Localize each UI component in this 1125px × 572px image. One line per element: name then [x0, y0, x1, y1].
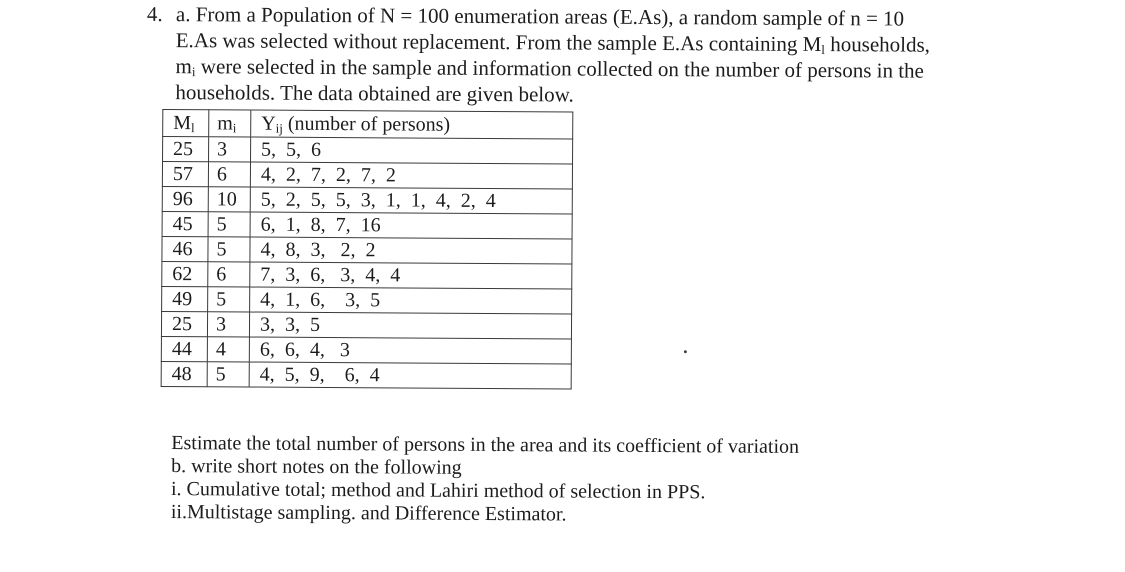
table-row — [162, 161, 572, 189]
header-m-main: m — [217, 112, 233, 135]
cell-Y: 4, 8, 3, 2, 2 — [250, 237, 572, 264]
cell-m: 6 — [208, 162, 250, 187]
cell-M: 57 — [162, 161, 208, 186]
task-item-ii: ii.Multistage sampling. and Difference Estimator. — [170, 501, 567, 526]
cell-Y: 5, 2, 5, 5, 3, 1, 1, 4, 2, 4 — [250, 187, 572, 214]
header-M-sub: l — [190, 120, 195, 136]
intro-line-3-text: m — [175, 54, 193, 79]
header-m-sub: i — [232, 120, 237, 136]
question-intro — [175, 1, 1036, 110]
cell-Y: 6, 1, 8, 7, 16 — [250, 212, 572, 239]
header-M-main: M — [173, 112, 192, 135]
task-estimate: Estimate the total number of persons in the area and its coefficient of variation — [171, 432, 800, 458]
table-row — [162, 186, 572, 214]
cell-m: 5 — [208, 237, 250, 262]
cell-M: 25 — [161, 311, 207, 336]
cell-M: 96 — [162, 186, 208, 211]
cell-M: 44 — [161, 336, 207, 361]
header-Y-sub: ij — [275, 120, 283, 136]
cell-M: 46 — [162, 236, 208, 261]
cell-Y: 4, 2, 7, 2, 7, 2 — [250, 162, 572, 189]
table-row — [162, 211, 572, 239]
stray-dot — [684, 350, 687, 353]
intro-line-2-text: E.As was selected without replacement. From the sample E.As containing M — [175, 28, 822, 57]
intro-line-2-suffix: households, — [824, 32, 931, 57]
table-row — [163, 136, 573, 164]
table-header-row — [163, 109, 573, 139]
header-Y-main: Y — [261, 112, 276, 135]
cell-M: 45 — [162, 211, 208, 236]
intro-line-2-subscript: l — [821, 42, 825, 58]
cell-M: 48 — [161, 361, 207, 386]
table-row — [162, 236, 572, 264]
cell-M: 25 — [163, 136, 209, 161]
cell-Y: 6, 6, 4, 3 — [249, 337, 571, 364]
cell-Y: 3, 3, 5 — [249, 312, 571, 339]
table-row — [162, 261, 572, 289]
cell-Y: 4, 5, 9, 6, 4 — [249, 362, 571, 389]
cell-Y: 4, 1, 6, 3, 5 — [250, 287, 572, 314]
cell-Y: 5, 5, 6 — [251, 137, 573, 164]
task-list — [171, 432, 1032, 529]
cell-m: 5 — [207, 362, 249, 387]
header-m — [209, 110, 251, 137]
cell-m: 5 — [208, 212, 250, 237]
intro-line-1: a. From a Population of N = 100 enumeration areas (E.As), a random sample of n = 10 — [175, 2, 905, 31]
cell-M: 62 — [162, 261, 208, 286]
header-Y — [251, 110, 573, 139]
cell-M: 49 — [162, 286, 208, 311]
cell-m: 5 — [208, 287, 250, 312]
cell-Y: 7, 3, 6, 3, 4, 4 — [250, 262, 572, 289]
question-number: 4. — [146, 1, 163, 26]
table-row — [161, 361, 571, 389]
task-part-b: b. write short notes on the following — [171, 455, 462, 479]
intro-line-4: households. The data obtained are given below. — [175, 80, 574, 107]
intro-line-3-suffix: were selected in the sample and information collected on the number of persons in the — [195, 54, 924, 83]
cell-m: 4 — [207, 337, 249, 362]
header-M — [163, 109, 209, 136]
data-table — [161, 109, 574, 390]
table-row — [161, 336, 571, 364]
task-item-i: i. Cumulative total; method and Lahiri method of selection in PPS. — [170, 478, 706, 504]
cell-m: 3 — [209, 137, 251, 162]
intro-line-3-subscript: i — [191, 64, 196, 80]
cell-m: 3 — [207, 312, 249, 337]
table-row — [162, 286, 572, 314]
table-row — [161, 311, 571, 339]
cell-m: 6 — [208, 262, 250, 287]
cell-m: 10 — [208, 187, 250, 212]
header-Y-rest: (number of persons) — [282, 112, 451, 136]
